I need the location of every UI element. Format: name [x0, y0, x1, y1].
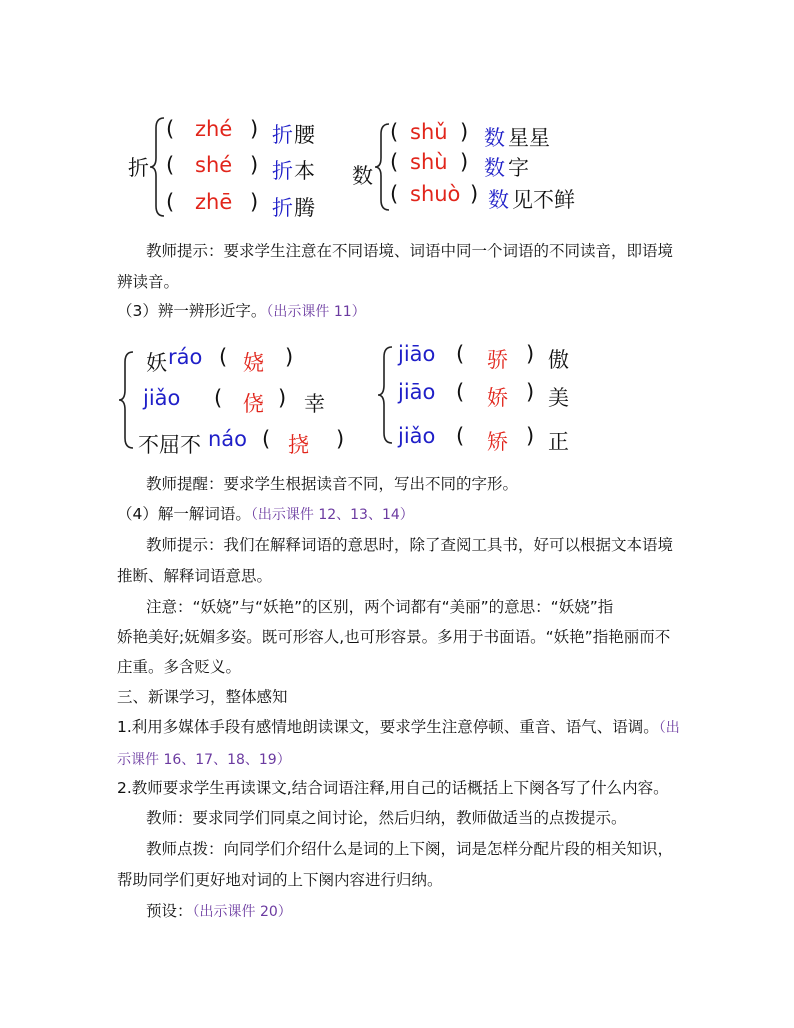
note-line: 庄重。多含贬义。 [117, 658, 242, 676]
word-rest: 傲 [548, 348, 569, 372]
close-paren: ) [250, 190, 259, 214]
close-paren: ) [526, 342, 535, 366]
pinyin: náo [208, 427, 248, 451]
word-prefix: 不屈不 [138, 433, 201, 457]
answer-char: 娆 [243, 351, 264, 375]
pinyin: jiǎo [143, 386, 181, 410]
open-paren: ( [456, 380, 465, 404]
courseware-ref: （出示课件 20） [192, 904, 292, 920]
teacher-tip-2: 教师提醒：要求学生根据读音不同，写出不同的字形。 [146, 475, 519, 493]
open-paren: ( [456, 424, 465, 448]
open-paren: ( [390, 120, 399, 144]
close-paren: ) [470, 182, 479, 206]
guide-line: 帮助同学们更好地对词的上下阕内容进行归纳。 [117, 871, 443, 889]
courseware-ref: （出示课件 12、13、14） [250, 507, 414, 523]
zhe-brace-icon [148, 116, 166, 218]
note-line: 娇艳美好;妩媚多姿。既可形容人,也可形容景。多用于书面语。“妖艳”指艳丽而不 [117, 628, 671, 646]
pinyin: zhē [195, 190, 233, 214]
open-paren: ( [390, 150, 399, 174]
pinyin: ráo [168, 345, 203, 369]
guide-line: 教师点拨：向同学们介绍什么是词的上下阕，词是怎样分配片段的相关知识， [146, 840, 674, 858]
pinyin: shù [410, 150, 448, 174]
close-paren: ) [250, 117, 259, 141]
tip-line: 辨读音。 [117, 273, 180, 291]
word-rest: 腾 [294, 196, 315, 220]
open-paren: ( [456, 342, 465, 366]
pinyin: jiǎo [398, 424, 436, 448]
target-char: 数 [484, 156, 505, 180]
close-paren: ) [250, 153, 259, 177]
pinyin: jiāo [398, 342, 436, 366]
tip-line: 教师提示：要求学生注意在不同语境、词语中同一个词语的不同读音，即语境 [146, 242, 674, 260]
word-rest: 正 [548, 430, 569, 454]
target-char: 折 [272, 196, 293, 220]
word-rest: 幸 [304, 392, 325, 416]
open-paren: ( [166, 117, 175, 141]
close-paren: ) [460, 120, 469, 144]
pinyin: shuò [410, 182, 461, 206]
section-4-heading [117, 504, 414, 525]
word-rest: 见不鲜 [512, 188, 575, 212]
zhe-head: 折 [128, 156, 149, 180]
section-label: （3）辨一辨形近字。 [117, 302, 267, 320]
close-paren: ) [336, 427, 345, 451]
open-paren: ( [214, 386, 223, 410]
answer-char: 挠 [288, 433, 309, 457]
item-1-line-1 [117, 717, 680, 738]
target-char: 折 [272, 123, 293, 147]
close-paren: ) [460, 150, 469, 174]
answer-char: 侥 [243, 392, 264, 416]
close-paren: ) [285, 345, 294, 369]
tip-line: 推断、解释词语意思。 [117, 567, 273, 585]
target-char: 数 [488, 188, 509, 212]
item-2: 2.教师要求学生再读课文,结合词语注释,用自己的话概括上下阕各写了什么内容。 [117, 779, 669, 797]
word-rest: 字 [508, 156, 529, 180]
word-rest: 美 [548, 386, 569, 410]
answer-char: 骄 [487, 348, 508, 372]
teacher-discussion: 教师：要求同学们同桌之间讨论，然后归纳，教师做适当的点拨提示。 [146, 809, 627, 827]
courseware-ref: （出示课件 11） [266, 304, 366, 320]
note-line: 注意：“妖娆”与“妖艳”的区别，两个词都有“美丽”的意思：“妖娆”指 [146, 598, 614, 616]
answer-char: 矫 [487, 430, 508, 454]
close-paren: ) [526, 380, 535, 404]
target-char: 数 [484, 126, 505, 150]
open-paren: ( [390, 182, 399, 206]
pinyin: zhé [195, 117, 233, 141]
rao-brace-icon [117, 350, 135, 450]
pinyin: shé [195, 153, 233, 177]
open-paren: ( [262, 427, 271, 451]
shu-brace-icon [373, 122, 391, 212]
close-paren: ) [526, 424, 535, 448]
item-text: 1.利用多媒体手段有感情地朗读课文，要求学生注意停顿、重音、语气、语调。 [117, 718, 659, 736]
open-paren: ( [166, 153, 175, 177]
pinyin: jiāo [398, 380, 436, 404]
word-rest: 本 [294, 159, 315, 183]
section-label: （4）解一解词语。 [117, 505, 251, 523]
word-rest: 腰 [294, 123, 315, 147]
section-3-heading [117, 301, 366, 322]
answer-char: 娇 [487, 386, 508, 410]
jiao-brace-icon [376, 345, 394, 445]
preset-line [146, 901, 292, 922]
close-paren: ) [278, 386, 287, 410]
preset-label: 预设： [146, 902, 193, 920]
courseware-ref: 示课件 16、17、18、19） [117, 752, 291, 768]
target-char: 折 [272, 159, 293, 183]
open-paren: ( [166, 190, 175, 214]
shu-head: 数 [352, 164, 373, 188]
tip-line: 教师提示：我们在解释词语的意思时，除了查阅工具书，好可以根据文本语境 [146, 536, 674, 554]
courseware-ref: （出 [658, 720, 680, 736]
open-paren: ( [219, 345, 228, 369]
pinyin: shǔ [410, 120, 448, 144]
section-heading-three: 三、新课学习，整体感知 [117, 688, 288, 706]
word-prefix: 妖 [146, 351, 167, 375]
word-rest: 星星 [508, 126, 550, 150]
